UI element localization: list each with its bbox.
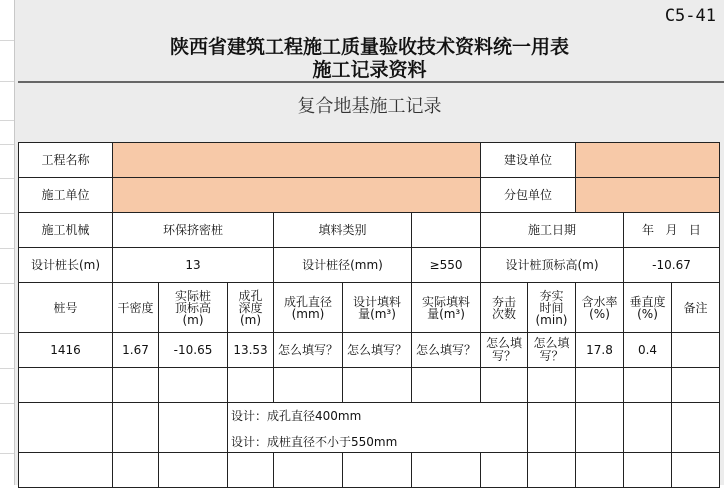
col-actual-fill: 实际填料 量(m³): [412, 283, 481, 333]
builder-label: 建设单位: [481, 143, 576, 178]
cell-design-fill[interactable]: 怎么填写？: [343, 333, 412, 368]
form-code: C5-41: [664, 6, 716, 26]
table-row: [19, 368, 720, 403]
record-title: 复合地基施工记录: [297, 96, 442, 117]
contractor-label: 施工单位: [19, 178, 113, 213]
cell-compaction-time[interactable]: 怎么填写？: [528, 333, 576, 368]
design-length-cell[interactable]: 13: [113, 248, 274, 283]
info-row-2: [19, 178, 720, 213]
col-compaction-time: 夯实 时间 (min): [528, 283, 576, 333]
record-table: [18, 142, 720, 488]
column-header-row: [19, 283, 720, 333]
form-title: 陕西省建筑工程施工质量验收技术资料统一用表: [169, 36, 569, 58]
cell-verticality[interactable]: 0.4: [624, 333, 672, 368]
row-header-strip: [0, 0, 15, 485]
col-remark: 备注: [672, 283, 720, 333]
subcontractor-cell[interactable]: [576, 178, 720, 213]
contractor-cell[interactable]: [113, 178, 481, 213]
col-pile-no: 桩号: [19, 283, 113, 333]
col-top-elev: 实际桩 顶标高 (m): [159, 283, 228, 333]
design-top-cell[interactable]: -10.67: [624, 248, 720, 283]
design-length-label: 设计桩长(m): [19, 248, 113, 283]
cell-actual-fill[interactable]: 怎么填写？: [412, 333, 481, 368]
project-name-label: 工程名称: [19, 143, 113, 178]
design-diameter-cell[interactable]: ≥550: [412, 248, 481, 283]
table-row: [19, 403, 720, 453]
builder-cell[interactable]: [576, 143, 720, 178]
cell-top-elev[interactable]: -10.65: [159, 333, 228, 368]
design-top-label: 设计桩顶标高(m): [481, 248, 624, 283]
subcontractor-label: 分包单位: [481, 178, 576, 213]
design-notes[interactable]: [228, 403, 528, 453]
info-row-1: [19, 143, 720, 178]
col-blows: 夯击 次数: [481, 283, 528, 333]
note-pile-diameter: 设计：成桩直径不小于550mm: [231, 435, 398, 449]
design-diameter-label: 设计桩径(mm): [274, 248, 412, 283]
col-hole-depth: 成孔 深度 (m): [228, 283, 274, 333]
col-verticality: 垂直度 (%): [624, 283, 672, 333]
title-divider: [18, 81, 724, 83]
cell-dry-density[interactable]: 1.67: [113, 333, 159, 368]
cell-blows[interactable]: 怎么填写？: [481, 333, 528, 368]
cell-pile-no[interactable]: 1416: [19, 333, 113, 368]
col-dry-density: 干密度: [113, 283, 159, 333]
col-moisture: 含水率 (%): [576, 283, 624, 333]
machine-label: 施工机械: [19, 213, 113, 248]
info-row-4: [19, 248, 720, 283]
table-row: [19, 333, 720, 368]
note-hole-diameter: 设计：成孔直径400mm: [231, 409, 362, 423]
cell-remark[interactable]: [672, 333, 720, 368]
date-label: 施工日期: [481, 213, 624, 248]
table-row: [19, 453, 720, 488]
info-row-3: [19, 213, 720, 248]
col-design-fill: 设计填料 量(m³): [343, 283, 412, 333]
cell-moisture[interactable]: 17.8: [576, 333, 624, 368]
machine-cell[interactable]: 环保挤密桩: [113, 213, 274, 248]
date-cell[interactable]: 年 月 日: [624, 213, 720, 248]
cell-hole-diameter[interactable]: 怎么填写？: [274, 333, 343, 368]
fill-type-cell[interactable]: [412, 213, 481, 248]
cell-hole-depth[interactable]: 13.53: [228, 333, 274, 368]
form-category: 施工记录资料: [312, 59, 427, 81]
fill-type-label: 填料类别: [274, 213, 412, 248]
col-hole-diameter: 成孔直径 (mm): [274, 283, 343, 333]
project-name-cell[interactable]: [113, 143, 481, 178]
